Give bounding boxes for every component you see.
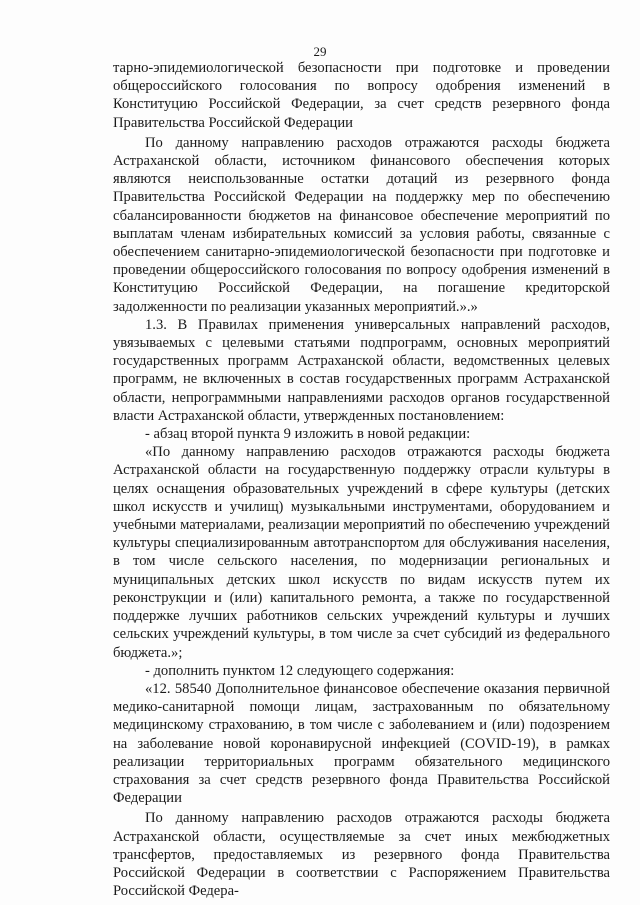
page-number: 29 <box>313 44 327 59</box>
paragraph: «12. 58540 Дополнительное финансовое обеспечение оказания первичной медико-санитарной помощи лицам, застрахованным по обязательному медицинскому страхованию, в том числе с заболеванием и (или) подозрением на заболевание новой коронавирусной инфекцией (COVID-19), в рамках реализации территориальных программ обязательного медицинского страхования за счет средств резервного фонда Правительства Российской Федерации <box>113 680 610 807</box>
paragraph: - абзац второй пункта 9 изложить в новой редакции: <box>145 426 471 443</box>
paragraph: «По данному направлению расходов отражаются расходы бюджета Астраханской области на государственную поддержку отрасли культуры в целях оснащения образовательных учреждений в сфере культуры (детских школ искусств и училищ) музыкальными инструментами, оборудованием и учебными материалами, реализации мероприятий по обеспечению учреждений культуры специализированным автотранспортом для обслуживания населения, в том числе сельского населения, по модернизации региональных и муниципальных детских школ искусств по видам искусств путем их реконструкции и (или) капитального ремонта, а также по государственной поддержке лучших работников сельских учреждений культуры и лучших сельских учреждений культуры, в том числе за счет субсидий из федерального бюджета.»; <box>113 444 610 661</box>
paragraph: тарно-эпидемиологической безопасности при подготовке и проведении общероссийского голосования по вопросу одобрения изменений в Конституцию Российской Федерации, за счет средств резервного фонда Правительства Российской Федерации <box>113 60 610 131</box>
paragraph: 1.3. В Правилах применения универсальных направлений расходов, увязываемых с целевыми статьями подпрограмм, основных мероприятий государственных программ Астраханской области, ведомственных целевых программ, не включенных в состав государственных программ Астраханской области, непрограммными направлениями расходов органов государственной власти Астраханской области, утвержденных постановлением: <box>113 316 610 424</box>
document-body <box>113 59 610 900</box>
paragraph: - дополнить пунктом 12 следующего содержания: <box>145 662 455 679</box>
paragraph: По данному направлению расходов отражаются расходы бюджета Астраханской области, осуществляемые за счет иных межбюджетных трансфертов, предоставляемых из резервного фонда Правительства Российской Федерации в соответствии с Распоряжением Правительства Российской Федера- <box>113 810 610 900</box>
paragraph: По данному направлению расходов отражаются расходы бюджета Астраханской области, источником финансового обеспечения которых являются неиспользованные остатки дотаций из резервного фонда Правительства Российской Федерации на поддержку мер по обеспечению сбалансированности бюджетов на финансовое обеспечение мероприятий по выплатам членам избирательных комиссий за условия работы, связанные с обеспечением санитарно-эпидемиологической безопасности при подготовке и проведении общероссийского голосования по вопросу одобрения изменений в Конституцию Российской Федерации, на погашение кредиторской задолженности по реализации указанных мероприятий.».» <box>113 134 610 315</box>
